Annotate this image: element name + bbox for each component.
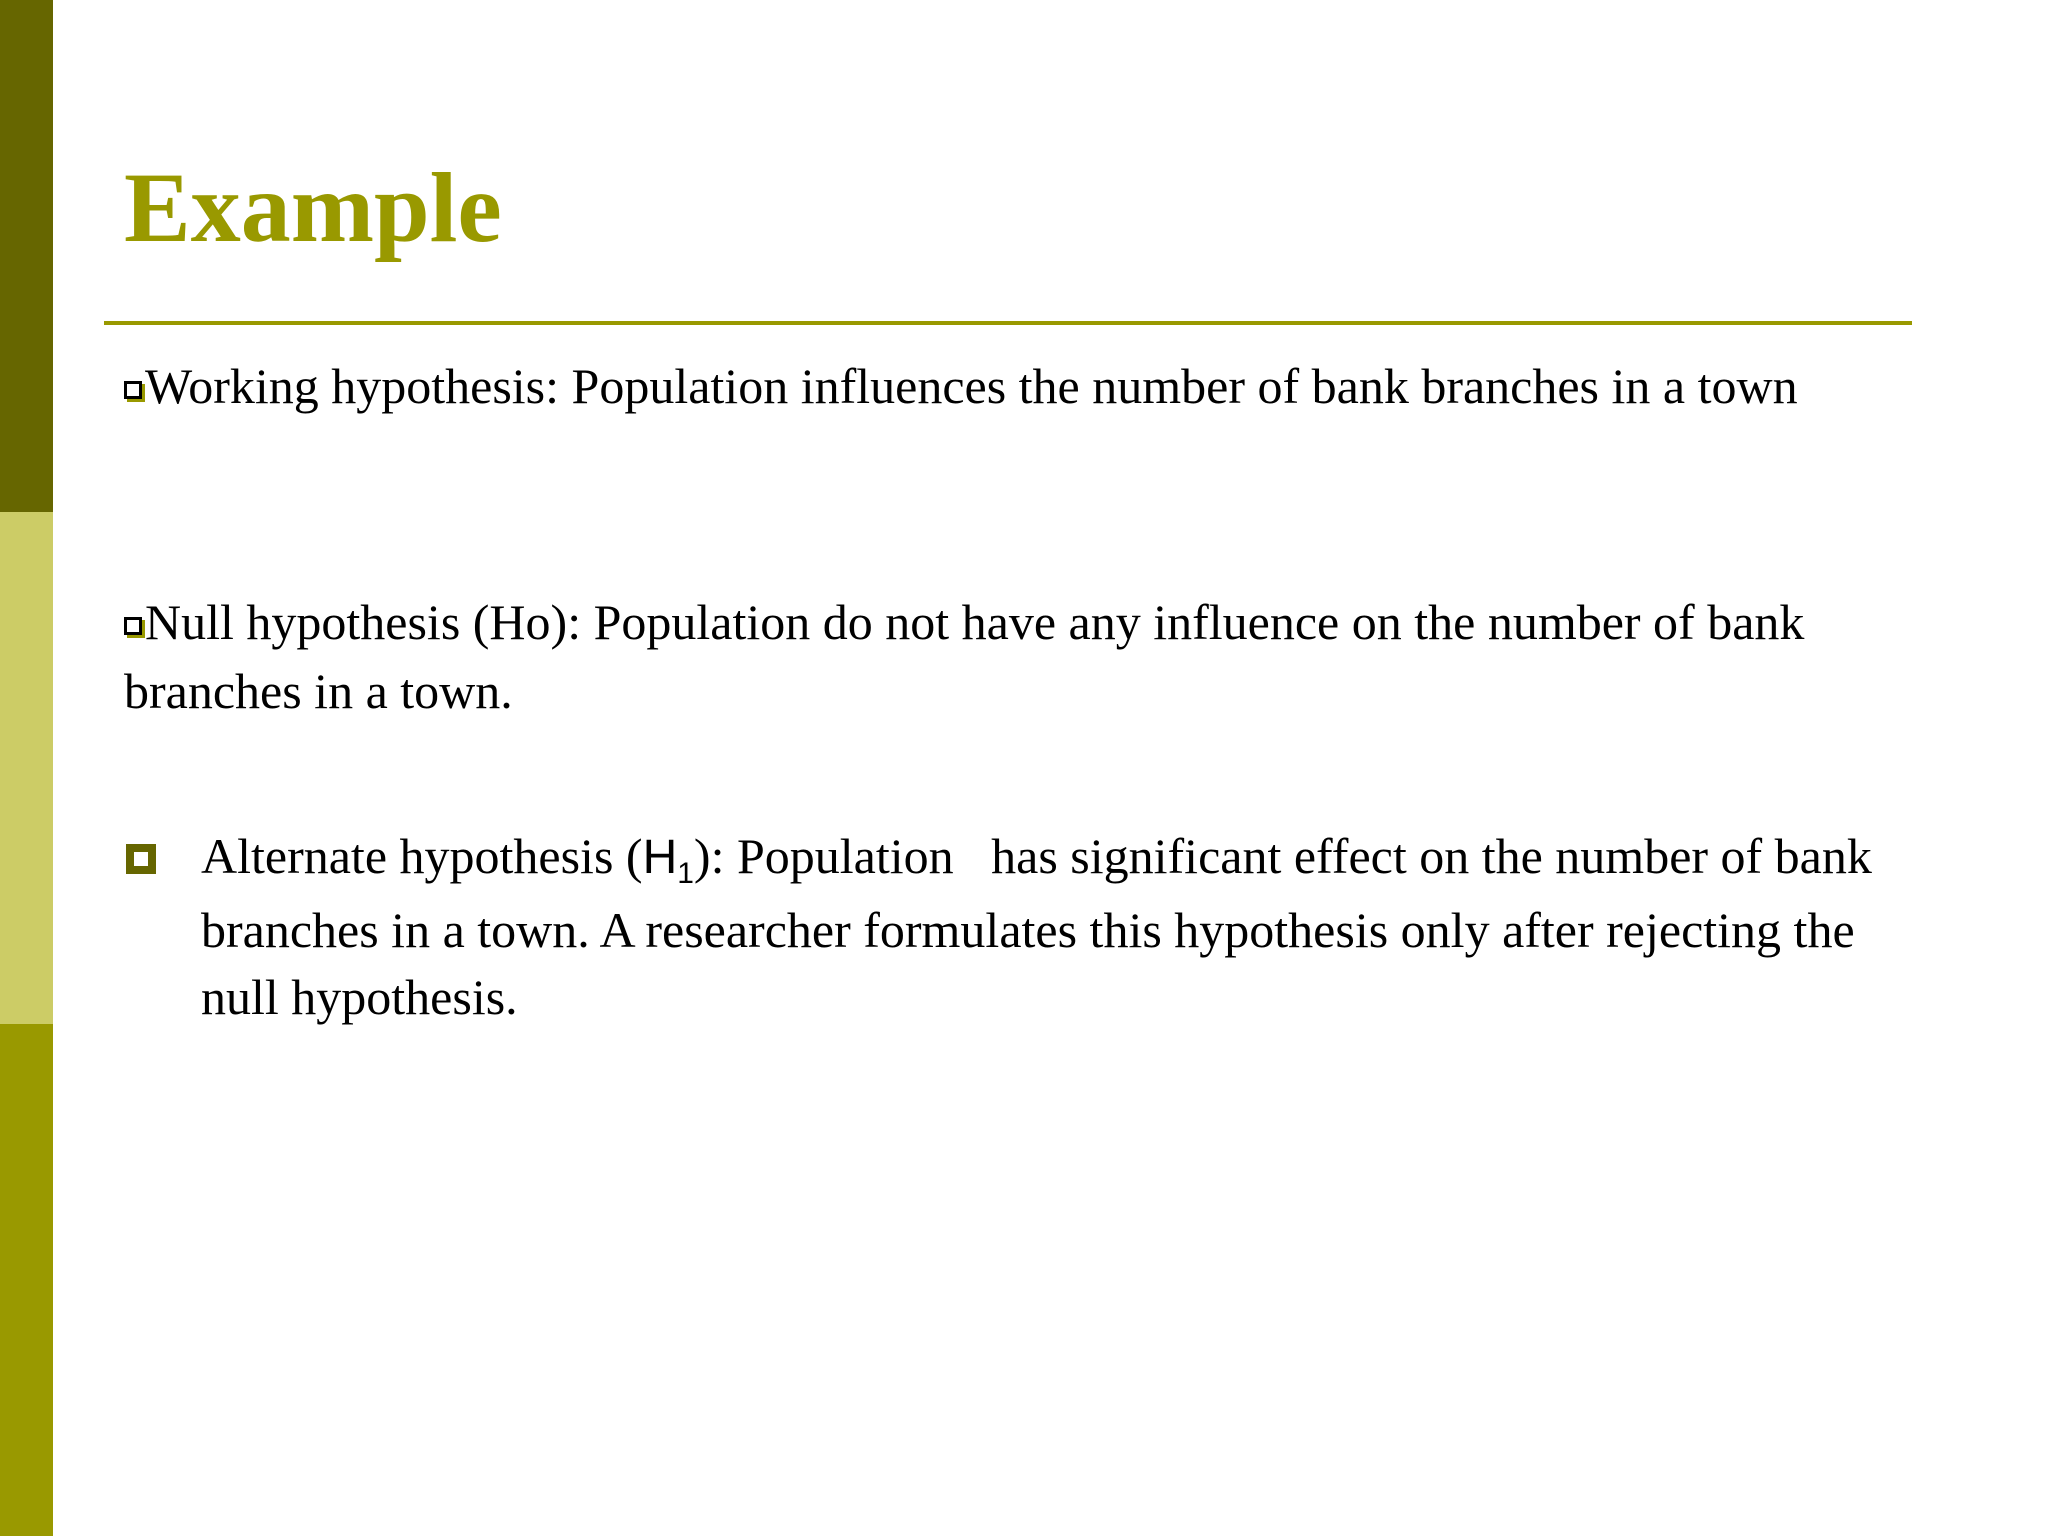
h-symbol: H <box>642 831 678 884</box>
h-subscript: 1 <box>677 857 694 890</box>
bullet-item-alternate-hypothesis <box>201 823 1941 1031</box>
title-underline <box>104 321 1912 325</box>
bullet-item-null-hypothesis <box>124 588 1924 726</box>
bullet-item-working-hypothesis <box>124 352 1924 421</box>
checkbox-square-icon <box>124 381 142 399</box>
side-bar-segment-dark <box>0 0 53 512</box>
working-hypothesis-text: Working hypothesis: Population influences the number of bank branches in a town <box>145 358 1798 414</box>
square-bullet-icon <box>126 844 156 874</box>
slide-title: Example <box>124 152 502 263</box>
checkbox-square-icon <box>124 617 142 635</box>
null-hypothesis-text: Null hypothesis (Ho): Population do not have any influence on the number of bank branches in a town. <box>124 594 1805 719</box>
alternate-hypothesis-text: ): Population has significant effect on the number of bank branches in a town. A researcher formulates this hypothesis only after rejecting the null hypothesis. <box>201 828 1872 1025</box>
alternate-hypothesis-prefix: Alternate hypothesis ( <box>201 828 643 884</box>
side-bar-segment-light <box>0 512 53 1024</box>
side-accent-bar <box>0 0 53 1536</box>
side-bar-segment-mid <box>0 1024 53 1536</box>
